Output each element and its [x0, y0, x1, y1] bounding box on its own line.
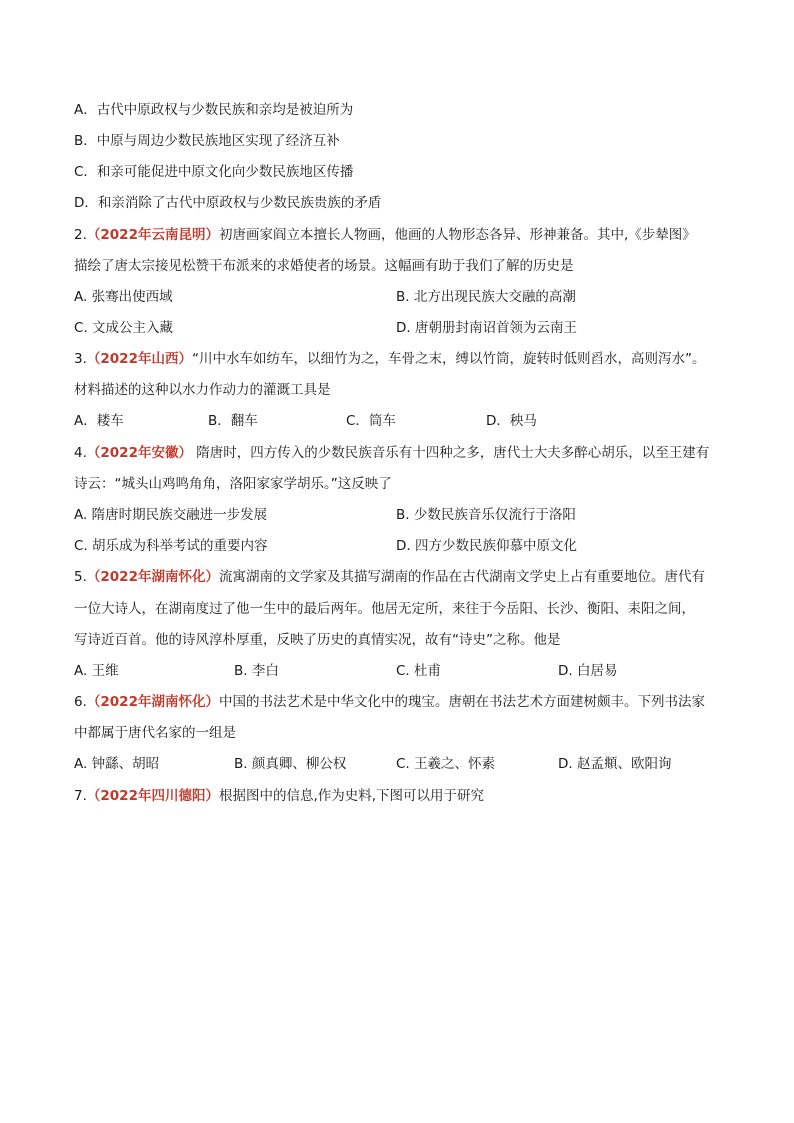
- q2-stem-line-1: [74, 225, 696, 245]
- q5-stem-line-1: [74, 567, 705, 587]
- q4-option-d: D. 四方少数民族仰慕中原文化: [396, 538, 577, 554]
- q3-stem-line-1: [74, 349, 705, 369]
- q3-option-c: C．筒车: [346, 413, 396, 429]
- q1-option-b: B．中原与周边少数民族地区实现了经济互补: [74, 133, 340, 149]
- q2-options-row-1: [74, 287, 734, 307]
- q3-option-b: B．翻车: [208, 413, 258, 429]
- q4-stem-line-1: [74, 443, 709, 463]
- q2-option-b: B. 北方出现民族大交融的高潮: [396, 289, 576, 305]
- q3-option-a: A．耧车: [74, 413, 124, 429]
- q2-option-c: C. 文成公主入藏: [74, 320, 174, 336]
- q6-number: 6.: [74, 694, 87, 710]
- q4-number: 4.: [74, 445, 87, 461]
- q6-stem-line-1: [74, 692, 705, 712]
- q3-number: 3.: [74, 351, 87, 367]
- q6-option-d: D. 赵孟頫、欧阳询: [558, 756, 672, 772]
- q5-stem-line-2: 一位大诗人，在湖南度过了他一生中的最后两年。他居无定所，来往于今岳阳、长沙、衡阳、耒阳之间，: [74, 601, 695, 617]
- q7-text-1: 根据图中的信息,作为史料,下图可以用于研究: [218, 788, 485, 804]
- q3-stem-line-2: 材料描述的这种以水力作动力的灌溉工具是: [74, 382, 331, 398]
- q6-text-1: 中国的书法艺术是中华文化中的瑰宝。唐朝在书法艺术方面建树颇丰。下列书法家: [218, 694, 705, 710]
- q4-options-row-1: [74, 505, 734, 525]
- q5-text-1: 流寓湖南的文学家及其描写湖南的作品在古代湖南文学史上占有重要地位。唐代有: [218, 569, 705, 585]
- q5-option-b: B. 李白: [234, 663, 279, 679]
- q6-options-row: [74, 754, 734, 774]
- q3-options-row: [74, 411, 734, 431]
- q3-text-1: “川中水车如纺车，以细竹为之，车骨之末，缚以竹筒，旋转时低则舀水，高则泻水”。: [191, 351, 706, 367]
- q2-option-a: A. 张骞出使西域: [74, 289, 173, 305]
- q6-option-a: A. 钟繇、胡昭: [74, 756, 160, 772]
- q2-options-row-2: [74, 318, 734, 338]
- q4-option-a: A. 隋唐时期民族交融进一步发展: [74, 507, 268, 523]
- q2-text-1: 初唐画家阎立本擅长人物画，他画的人物形态各异、形神兼备。其中,《步辇图》: [218, 227, 696, 243]
- q3-option-d: D．秧马: [486, 413, 537, 429]
- q5-source: （2022年湖南怀化）: [86, 569, 219, 585]
- q2-stem-line-2: 描绘了唐太宗接见松赞干布派来的求婚使者的场景。这幅画有助于我们了解的历史是: [74, 258, 574, 274]
- q6-option-b: B. 颜真卿、柳公权: [234, 756, 347, 772]
- q4-option-c: C. 胡乐成为科举考试的重要内容: [74, 538, 268, 554]
- q1-option-d: D．和亲消除了古代中原政权与少数民族贵族的矛盾: [74, 195, 382, 211]
- q4-options-row-2: [74, 536, 734, 556]
- q6-option-c: C. 王羲之、怀素: [396, 756, 496, 772]
- q6-source: （2022年湖南怀化）: [86, 694, 219, 710]
- q6-stem-line-2: 中都属于唐代名家的一组是: [74, 725, 236, 741]
- q4-source: （2022年安徽）: [86, 445, 192, 461]
- q5-number: 5.: [74, 569, 87, 585]
- q4-stem-line-2: 诗云：“城头山鸡鸣角角，洛阳家家学胡乐。”这反映了: [74, 476, 392, 492]
- q4-option-b: B. 少数民族音乐仅流行于洛阳: [396, 507, 576, 523]
- q2-source: （2022年云南昆明）: [86, 227, 219, 243]
- q3-source: （2022年山西）: [86, 351, 192, 367]
- q5-option-d: D. 白居易: [558, 663, 618, 679]
- q5-options-row: [74, 661, 734, 681]
- q5-option-a: A. 王维: [74, 663, 119, 679]
- q2-option-d: D. 唐朝册封南诏首领为云南王: [396, 320, 577, 336]
- q5-stem-line-3: 写诗近百首。他的诗风淳朴厚重，反映了历史的真情实况，故有“诗史”之称。他是: [74, 632, 561, 648]
- q7-number: 7.: [74, 788, 87, 804]
- q7-source: （2022年四川德阳）: [86, 788, 219, 804]
- q4-text-1: 隋唐时，四方传入的少数民族音乐有十四种之多，唐代士大夫多醉心胡乐，以至王建有: [191, 445, 710, 461]
- q7-stem-line-1: [74, 786, 484, 806]
- q1-option-c: C．和亲可能促进中原文化向少数民族地区传播: [74, 164, 354, 180]
- q2-number: 2.: [74, 227, 87, 243]
- q1-option-a: A．古代中原政权与少数民族和亲均是被迫所为: [74, 102, 354, 118]
- q5-option-c: C. 杜甫: [396, 663, 442, 679]
